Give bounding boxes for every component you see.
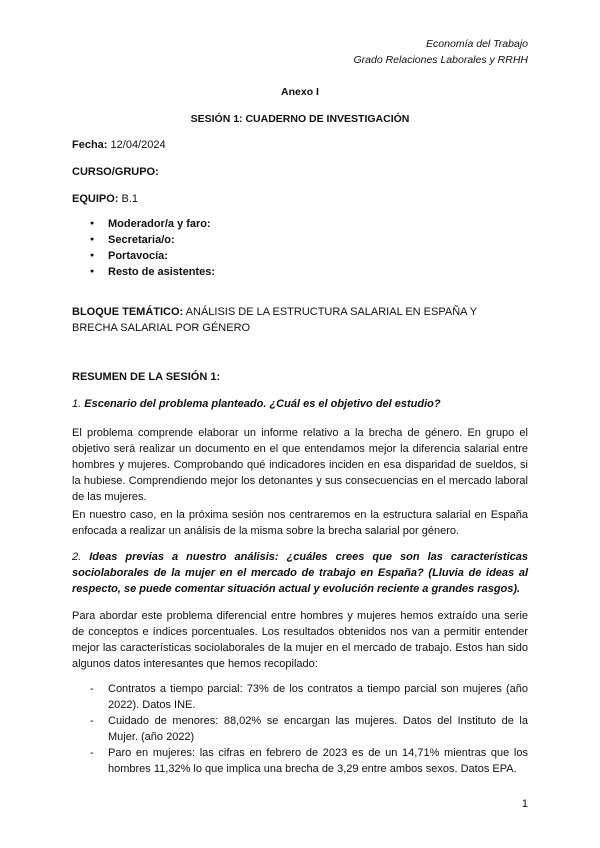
roles-list [72,216,215,280]
resumen-title: RESUMEN DE LA SESIÓN 1: [72,371,221,383]
data-point-part-time: - Contratos a tiempo parcial: 73% de los contratos a tiempo parcial son mujeres (año 2022). Datos INE. [72,681,528,713]
question-2 [72,549,528,597]
question-2-paragraph: Para abordar este problema diferencial entre hombres y mujeres hemos extraído una serie de conceptos e índices porcentuales. Los resultados obtenidos nos van a permitir entender mejor las características sociolaborales de la mujer en el mercado de trabajo. Estos han sido algunos datos interesantes que hemos recopilado: [72,610,528,670]
question-1-paragraph-2: En nuestro caso, en la próxima sesión nos centraremos en la estructura salarial en España enfocada a realizar un análisis de la misma sobre la brecha salarial por género. [72,509,528,537]
bloque-text-line2: BRECHA SALARIAL POR GÉNERO [72,322,251,334]
role-moderator: ● Moderador/a y faro: [72,216,215,232]
equipo-value: B.1 [121,193,139,205]
data-point-unemployment: - Paro en mujeres: las cifras en febrero de 2023 es de un 14,71% mientras que los hombres 11,32% lo que implica una brecha de 3,29 entre ambos sexos. Datos EPA. [72,745,528,777]
page-number: 1 [521,798,528,810]
role-secretary: ● Secretaria/o: [72,232,215,248]
bloque-tematico [72,304,477,336]
header-degree-title: Grado Relaciones Laborales y RRHH [353,54,528,66]
data-point-childcare: - Cuidado de menores: 88,02% se encargan las mujeres. Datos del Instituto de la Mujer. (año 2022) [72,713,528,745]
annex-title: Anexo I [281,86,319,98]
curso-label: CURSO/GRUPO: [72,166,159,178]
fecha-value: 12/04/2024 [110,139,166,151]
fecha-line [72,139,166,151]
fecha-label: Fecha: [72,139,108,151]
session-title: SESIÓN 1: CUADERNO DE INVESTIGACIÓN [190,113,410,125]
equipo-line [72,193,138,205]
question-1-paragraph-1: El problema comprende elaborar un informe relativo a la brecha de género. En grupo el objetivo será realizar un documento en el que entendamos mejor la diferencia salarial entre hombres y mujeres. Comprobando qué indicadores inciden en esa disparidad de sueldos, si la hubiese. Comprendiendo mejor los detonantes y sus consecuencias en el mercado laboral de las mujeres. [72,427,528,503]
role-spokesperson: ● Portavocía: [72,248,215,264]
equipo-label: EQUIPO: [72,193,119,205]
question-2-text: Ideas previas a nuestro análisis: ¿cuáles crees que son las características sociolaborales de la mujer en el mercado de trabajo en España? (Lluvia de ideas al respecto, se puede comentar situación actual y evolución reciente a grandes rasgos). [72,551,528,595]
bloque-text-line1: ANÁLISIS DE LA ESTRUCTURA SALARIAL EN ESPAÑA Y [185,306,478,318]
question-1-number: 1. [72,398,82,410]
document-header [354,36,529,68]
header-course-title: Economía del Trabajo [426,38,528,50]
bloque-label: BLOQUE TEMÁTICO: [72,306,184,318]
question-1 [72,398,441,410]
role-attendees: ● Resto de asistentes: [72,264,215,280]
question-1-text: Escenario del problema planteado. ¿Cuál es el objetivo del estudio? [84,398,441,410]
data-points-list [72,681,528,777]
question-2-number: 2. [72,551,82,563]
